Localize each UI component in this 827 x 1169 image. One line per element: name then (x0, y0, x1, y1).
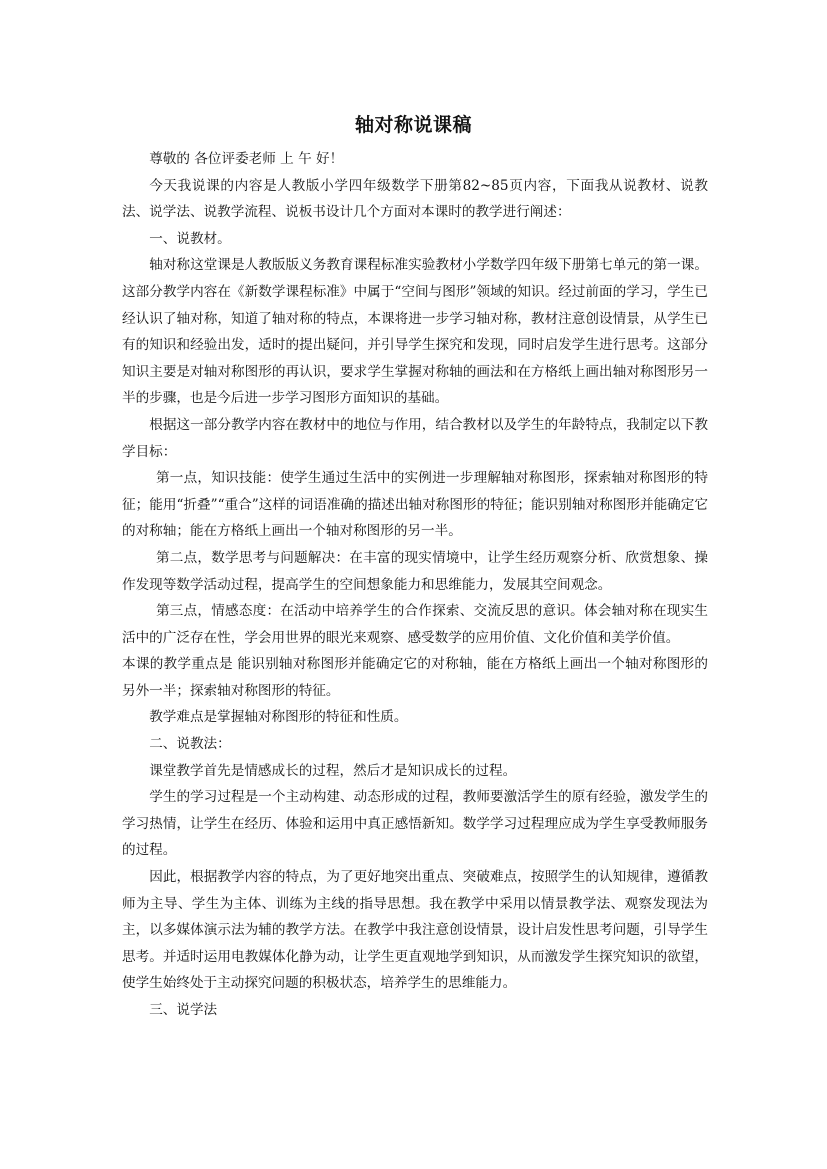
textbook-paragraph: 轴对称这堂课是人教版版义务教育课程标准实验教材小学数学四年级下册第七单元的第一课。这部分教学内容在《新数学课程标准》中属于“空间与图形”领域的知识。经过前面的学习，学生已经认识了轴对称，知道了轴对称的特点，本课将进一步学习轴对称，教材注意创设情景，从学生已有的知识和经验出发，适时的提出疑问，并引导学生探究和发现，同时启发学生进行思考。这部分知识主要是对轴对称图形的再认识，要求学生掌握对称轴的画法和在方格纸上画出轴对称图形另一半的步骤，也是今后进一步学习图形方面知识的基础。 (122, 257, 708, 407)
section-heading-textbook: 一、说教材。 (149, 230, 231, 247)
key-points-paragraph: 本课的教学重点是 能识别轴对称图形并能确定它的对称轴，能在方格纸上画出一个轴对称图形的另外一半；探索轴对称图形的特征。 (122, 656, 708, 699)
section-heading-learning: 三、说学法 (149, 1002, 218, 1018)
objective-knowledge: 第一点，知识技能：使学生通过生活中的实例进一步理解轴对称图形，探索轴对称图形的特征；能用“折叠”“重合”这样的词语准确的描述出轴对称图形的特征；能识别轴对称图形并能确定它的对称轴；能在方格纸上画出一个轴对称图形的另一半。 (122, 470, 708, 540)
section-heading-methods: 二、说教法： (149, 736, 231, 753)
document-title: 轴对称说课稿 (354, 114, 472, 136)
objectives-intro-paragraph: 根据这一部分教学内容在教材中的地位与作用，结合教材以及学生的年龄特点，我制定以下教学目标： (122, 416, 708, 460)
greeting: 尊敬的 各位评委老师 上 午 好！ (149, 151, 344, 167)
objective-thinking: 第二点，数学思考与问题解决：在丰富的现实情境中，让学生经历观察分析、欣赏想象、操作发现等数学活动过程，提高学生的空间想象能力和思维能力，发展其空间观念。 (122, 549, 708, 593)
difficulty-paragraph: 教学难点是掌握轴对称图形的特征和性质。 (149, 709, 408, 726)
objective-attitude: 第三点，情感态度：在活动中培养学生的合作探索、交流反思的意识。体会轴对称在现实生活中的广泛存在性，学会用世界的眼光来观察、感受数学的应用价值、文化价值和美学价值。 (122, 603, 708, 646)
document-body (122, 146, 708, 1024)
methods-paragraph-2: 学生的学习过程是一个主动构建、动态形成的过程，教师要激活学生的原有经验，激发学生的学习热情，让学生在经历、体验和运用中真正感悟新知。数学学习过程理应成为学生享受教师服务的过程。 (122, 789, 708, 859)
intro-paragraph: 今天我说课的内容是人教版小学四年级数学下册第82~85页内容，下面我从说教材、说教法、说学法、说教学流程、说板书设计几个方面对本课时的教学进行阐述： (122, 177, 708, 221)
methods-paragraph-1: 课堂教学首先是情感成长的过程，然后才是知识成长的过程。 (149, 762, 517, 779)
methods-paragraph-3: 因此，根据教学内容的特点，为了更好地突出重点、突破难点，按照学生的认知规律，遵循教师为主导、学生为主体、训练为主线的指导思想。我在教学中采用以情景教学法、观察发现法为主，以多媒体演示法为辅的教学方法。在教学中我注意创设情景，设计启发性思考问题，引导学生思考。并适时运用电教媒体化静为动，让学生更直观地学到知识，从而激发学生探究知识的欲望，使学生始终处于主动探究问题的积极状态，培养学生的思维能力。 (122, 869, 708, 992)
